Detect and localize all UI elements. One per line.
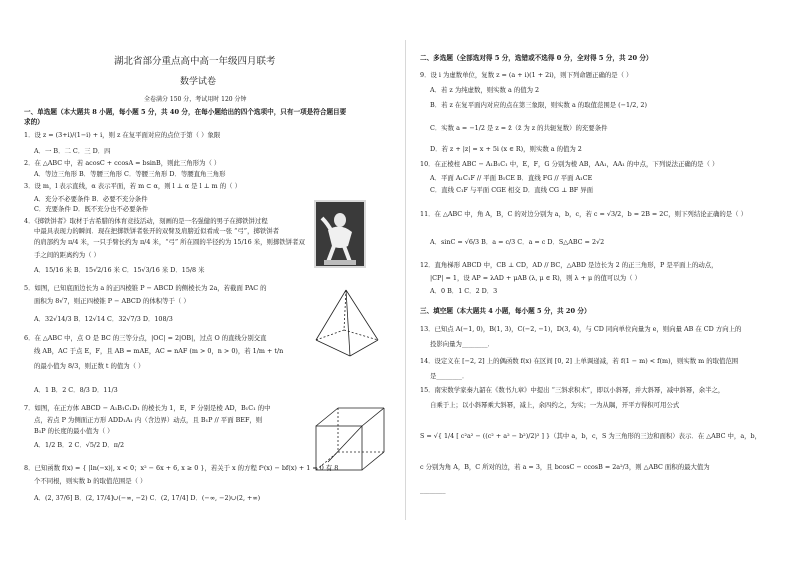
question-line: C．实数 a = −1/2 是 z = z̄（z̄ 为 z 的共轭复数）的充要条件 xyxy=(430,124,608,132)
column-divider xyxy=(405,40,406,520)
question-line: 3．设 m，l 表示直线，α 表示平面，若 m ⊂ α，则 l ⊥ α 是 l ⊥ m 的（ ） xyxy=(24,182,241,190)
question-line: 是________． xyxy=(430,372,469,380)
question-line: 1．设 z = (3+i)/(1−i) + i，则 z 在复平面对应的点位于第（ ）象限 xyxy=(24,131,221,139)
question-line: 中最具表现力的瞬间．现在把掷铁饼者张开的双臂及肩膀近似看成一张 “弓”，掷铁饼者 xyxy=(34,227,280,235)
question-line: 5．如图，已知底面边长为 a 的正四棱锥 P − ABCD 的侧棱长为 2a，若截面 PAC 的 xyxy=(24,284,267,292)
question-line: 三、填空题（本大题共 4 小题，每小题 5 分，共 20 分） xyxy=(420,307,591,315)
question-line: C．直线 C₁F 与平面 CGE 相交 D．直线 CG ⊥ BF 异面 xyxy=(430,186,594,194)
question-line: 点，若点 P 为侧面正方形 ADD₁A₁ 内（含边界）动点，且 B₁P // 平面 BEF，则 xyxy=(34,416,263,424)
question-line: 13．已知点 A(−1, 0)，B(1, 3)，C(−2, −1)，D(3, 4)，与 CD 同向单位向量为 e，则向量 AB 在 CD 方向上的 xyxy=(420,325,742,333)
question-line: 投影向量为________． xyxy=(430,340,494,348)
question-line: A．sinC = √6/3 B．a = c/3 C．a = c D．S△ABC = 2√2 xyxy=(430,238,605,246)
question-line: 二、多选题（全部选对得 5 分，选错或不选得 0 分，全对得 5 分，共 20 分） xyxy=(420,54,653,62)
question-line: 2．在 △ABC 中，若 acosC + ccosA = bsinB，则此三角形为（ ） xyxy=(24,159,221,167)
question-line: B．若 z 在复平面内对应的点在第三象限，则实数 a 的取值范围是 (−1/2, 2) xyxy=(430,101,647,109)
question-line: A．等边三角形 B．等腰三角形 C．等腰三角形 D．等腰直角三角形 xyxy=(34,170,226,178)
question-line: A．15/16 米 B．15√2/16 米 C．15√3/16 米 D．15/8 米 xyxy=(34,266,205,274)
question-line: A．0 B．1 C．2 D．3 xyxy=(430,287,498,295)
question-line: 12．直角梯形 ABCD 中，CB ⊥ CD，AD // BC，△ABD 是边长为 2 的正三角形，P 是平面上的动点， xyxy=(420,261,718,269)
paper-meta: 全卷满分 150 分，考试用时 120 分钟 xyxy=(144,96,247,103)
question-line: 个不同根，则实数 b 的取值范围是（ ） xyxy=(34,477,147,485)
question-line: A．1/2 B．2 C．√5/2 D．π/2 xyxy=(34,441,125,449)
question-line: A．若 z 为纯虚数，则实数 a 的值为 2 xyxy=(430,86,540,94)
question-line: D．若 z + |z| = x + 5i (x ∈ R)，则实数 a 的值为 2 xyxy=(430,145,582,153)
question-line: 6．在 △ABC 中，点 O 是 BC 的三等分点，|OC| = 2|OB|，过点 O 的直线分别交直 xyxy=(24,334,267,342)
question-line: A．32√14/3 B．12√14 C．32√7/3 D．108/3 xyxy=(34,315,173,323)
question-line: |CP| = 1，设 AP = λAD + μAB (λ, μ ∈ R)，则 λ + μ 的值可以为（ ） xyxy=(430,274,641,282)
question-line: A．(2, 37/6] B．(2, 17/4]∪(−∞, −2) C．(2, 17/4] D．(−∞, −2)∪(2, +∞) xyxy=(34,494,261,502)
question-line: 求的） xyxy=(24,118,44,126)
discobolus-statue-image xyxy=(314,200,366,268)
paper-title: 湖北省部分重点高中高一年级四月联考 xyxy=(114,56,276,67)
question-line: 11．在 △ABC 中，角 A，B，C 的对边分别为 a，b，c，若 c = √3/2，b = 2B = 2C，则下列结论正确的是（ ） xyxy=(420,210,747,218)
question-line: 4．《掷铁饼者》取材于古希腊的体育竞技活动，刻画的是一名强健的男子在掷铁饼过程 xyxy=(24,217,268,225)
question-line: ________ xyxy=(420,486,446,494)
pyramid-figure xyxy=(310,286,384,360)
question-line: 10．在正棱柱 ABC − A₁B₁C₁ 中，E，F，G 分别为棱 AB，AA₁，AA₁ 的中点，下列说法正确的是（ ） xyxy=(420,160,719,168)
question-line: 8．已知函数 f(x) = { |ln(−x)|, x < 0；x² − 6x + 6, x ≥ 0 }，若关于 x 的方程 f²(x) − bf(x) + 1 = 0 有 8 xyxy=(24,464,339,472)
question-line: A．平面 A₁C₁F // 平面 B₁CE B．直线 FG // 平面 A₁CE xyxy=(430,174,593,182)
question-line: c 分别为角 A，B，C 所对的边，若 a = 3，且 bcosC − ccosB = 2a²/3，则 △ABC 面积的最大值为 xyxy=(420,463,710,471)
question-line: 的最小值为 8/3，则正数 t 的值为（ ） xyxy=(34,362,145,370)
question-line: 7．如图，在正方体 ABCD − A₁B₁C₁D₁ 的棱长为 1，E，F 分别是棱 AD，B₁C₁ 的中 xyxy=(24,404,271,412)
question-line: 线 AB，AC 于点 E，F，且 AB = mAE，AC = nAF (m > 0，n > 0)，若 1/m + t/n xyxy=(34,347,284,355)
question-line: 一、单选题（本大题共 8 小题，每小题 5 分，共 40 分，在每小题给出的四个选项中，只有一项是符合题目要 xyxy=(24,108,347,116)
question-line: 自乘于上；以小斜幂乘大斜幂，减上，余四约之，为实；一为从隅，开平方得积可用公式 xyxy=(430,401,680,409)
question-line: 的肩部约为 π/4 米，一只手臂长约为 π/4 米，“弓” 所在圆的半径约为 15/16 米，则掷铁饼者双 xyxy=(34,238,305,246)
question-line: B₁P 的长度的最小值为（ ） xyxy=(34,427,114,435)
question-line: 14．设定义在 [−2, 2] 上的偶函数 f(x) 在区间 [0, 2] 上单调递减，若 f(1 − m) < f(m)，则实数 m 的取值范围 xyxy=(420,357,739,365)
cube-figure xyxy=(310,404,390,474)
question-line: 面积为 8√7，则正四棱锥 P − ABCD 的体积等于（ ） xyxy=(34,297,190,305)
paper-subject: 数学试卷 xyxy=(180,77,217,87)
question-line: 9．设 i 为虚数单位，复数 z = (a + i)(1 + 2i)，则下列命题正确的是（ ） xyxy=(420,71,633,79)
question-line: A．充分不必要条件 B．必要不充分条件 xyxy=(34,195,148,203)
question-line: 15．南宋数学家秦九韶在《数书九章》中提出 “三斜求积术”，即以小斜幂，并大斜幂，减中斜幂，余半之， xyxy=(420,386,725,394)
question-line: S = √{ 1/4 [ c²a² − ((c² + a² − b²)/2)² ] }（其中 a，b，c，S 为三角形的三边和面积）表示．在 △ABC 中，a，b， xyxy=(420,432,761,440)
question-line: A．1 B．2 C．8/3 D．11/3 xyxy=(34,386,118,394)
question-line: A．一 B．二 C．三 D．四 xyxy=(34,147,111,155)
question-line: C．充要条件 D．既不充分也不必要条件 xyxy=(34,205,149,213)
question-line: 手之间的距离约为（ ） xyxy=(34,251,100,259)
